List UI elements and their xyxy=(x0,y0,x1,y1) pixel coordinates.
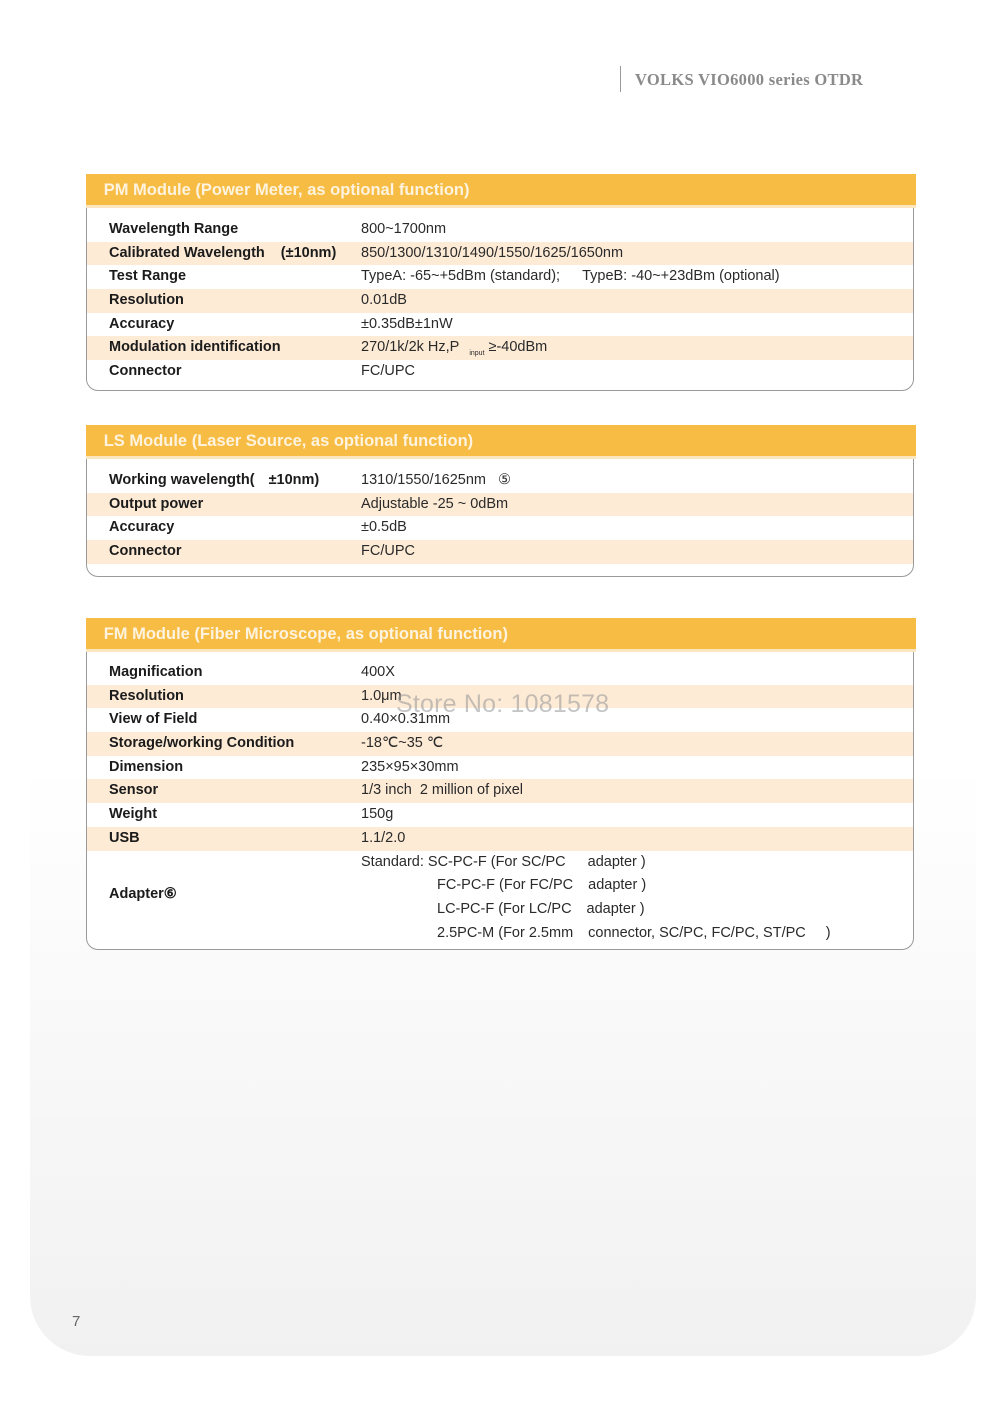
row-label: Connector xyxy=(109,543,182,560)
store-watermark: Store No: 1081578 xyxy=(396,690,610,718)
table-row xyxy=(87,336,913,360)
row-label: Magnification xyxy=(109,664,203,680)
fm-module-table xyxy=(86,618,914,950)
footnote-marker: ⑤ xyxy=(497,472,511,488)
row-label: Test Range xyxy=(109,268,187,285)
row-value: Adjustable -25 ~ 0dBm xyxy=(361,495,509,512)
row-value xyxy=(361,469,511,493)
row-value: FC/UPC xyxy=(361,363,415,380)
pm-module-header xyxy=(86,174,916,205)
table-row xyxy=(87,827,913,851)
value-subscript: input xyxy=(469,350,485,358)
document-title: VOLKS VIO6000 series OTDR xyxy=(635,70,864,89)
table-row xyxy=(87,218,913,242)
adapter-text-2: adapter ) xyxy=(587,853,646,870)
label-text: Calibrated Wavelength xyxy=(109,244,265,261)
ls-module-table xyxy=(86,425,914,577)
table-row xyxy=(87,756,913,780)
value-text: TypeA: -65~+5dBm (standard); xyxy=(361,268,561,285)
row-value: 0.40×0.31mm xyxy=(361,711,451,728)
row-label xyxy=(109,242,336,266)
label-suffix: (±10nm) xyxy=(280,244,337,261)
row-label: USB xyxy=(109,829,140,846)
table-row xyxy=(87,313,913,337)
row-label: Connector xyxy=(109,363,182,380)
row-value: ±0.5dB xyxy=(361,519,407,536)
row-value: 1.0μm xyxy=(361,687,402,704)
table-row xyxy=(87,289,913,313)
document-header xyxy=(620,66,863,92)
adapter-line xyxy=(437,922,831,946)
row-label xyxy=(109,469,319,493)
fm-module-title: FM Module (Fiber Microscope, as optional function) xyxy=(103,625,508,643)
row-label: Modulation identification xyxy=(109,339,281,356)
row-label: View of Field xyxy=(109,711,198,728)
row-value: -18℃~35 ℃ xyxy=(361,735,444,752)
table-row xyxy=(87,732,913,756)
label-text: Working wavelength( xyxy=(109,472,255,488)
row-value: FC/UPC xyxy=(361,543,415,560)
pm-module-table xyxy=(86,174,914,391)
row-value: 1/3 inch 2 million of pixel xyxy=(361,782,523,799)
table-row xyxy=(87,360,913,384)
table-row xyxy=(87,803,913,827)
table-row xyxy=(87,779,913,803)
row-label: Resolution xyxy=(109,687,184,704)
adapter-text: FC-PC-F (For FC/PC xyxy=(437,877,574,894)
row-value: 235×95×30mm xyxy=(361,758,459,775)
table-row xyxy=(87,540,913,564)
ls-module-title: LS Module (Laser Source, as optional function) xyxy=(103,432,474,450)
ls-module-header xyxy=(86,425,916,456)
table-row xyxy=(87,493,913,517)
adapter-line xyxy=(437,898,645,922)
adapter-row xyxy=(87,851,913,951)
adapter-text: Standard: SC-PC-F (For SC/PC xyxy=(361,853,566,870)
row-label: Resolution xyxy=(109,292,184,309)
row-label: Storage/working Condition xyxy=(109,735,295,752)
adapter-text-2: adapter ) xyxy=(588,877,647,894)
row-label: Sensor xyxy=(109,782,159,799)
row-label: Accuracy xyxy=(109,315,175,332)
row-value: 150g xyxy=(361,806,394,823)
row-label: Weight xyxy=(109,806,158,823)
pm-module-title: PM Module (Power Meter, as optional function) xyxy=(103,181,470,199)
value-text-2: TypeB: -40~+23dBm (optional) xyxy=(582,268,780,285)
row-value: 0.01dB xyxy=(361,292,407,309)
value-text: 270/1k/2k Hz,P xyxy=(361,339,460,356)
adapter-text: 2.5PC-M (For 2.5mm xyxy=(437,924,574,941)
adapter-text-2: adapter ) xyxy=(586,900,645,917)
adapter-text-2: connector, SC/PC, FC/PC, ST/PC xyxy=(588,924,806,941)
row-value: 1.1/2.0 xyxy=(361,829,406,846)
row-value xyxy=(361,265,780,289)
row-value: 400X xyxy=(361,664,395,680)
value-text: 1310/1550/1625nm xyxy=(361,472,486,488)
value-text-2: ≥-40dBm xyxy=(488,339,548,356)
adapter-line xyxy=(361,851,646,875)
adapter-text: LC-PC-F (For LC/PC xyxy=(437,900,572,917)
row-value: 800~1700nm xyxy=(361,221,447,237)
row-label: Dimension xyxy=(109,758,184,775)
table-row xyxy=(87,242,913,266)
adapter-text-3: ) xyxy=(825,924,831,941)
row-label: Wavelength Range xyxy=(109,221,239,237)
page-number: 7 xyxy=(72,1313,81,1330)
row-value: ±0.35dB±1nW xyxy=(361,315,453,332)
table-row xyxy=(87,661,913,685)
table-row xyxy=(87,516,913,540)
adapter-label: Adapter⑥ xyxy=(109,885,177,902)
table-row xyxy=(87,469,913,493)
row-label: Output power xyxy=(109,495,204,512)
row-label: Accuracy xyxy=(109,519,175,536)
row-value: 850/1300/1310/1490/1550/1625/1650nm xyxy=(361,244,624,261)
table-row xyxy=(87,265,913,289)
label-suffix: ±10nm) xyxy=(268,472,320,488)
fm-module-header xyxy=(86,618,916,649)
adapter-line xyxy=(437,874,646,898)
